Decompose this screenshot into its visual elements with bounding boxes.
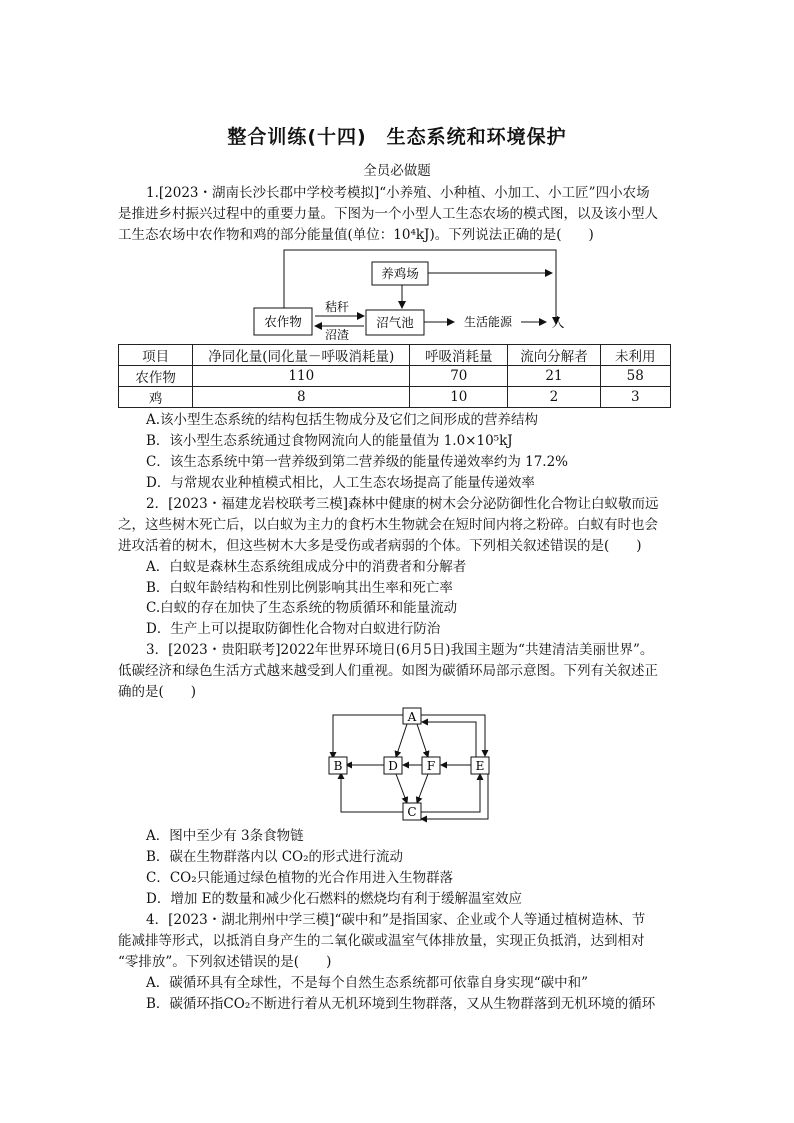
table-header-cell: 项目	[119, 345, 193, 366]
table-cell: 鸡	[119, 387, 193, 408]
energy-table	[118, 344, 671, 408]
q2-stem-line: 2．[2023・福建龙岩校联考三模]森林中健康的树木会分泌防御性化合物让白蚁敬而远	[146, 496, 659, 512]
q3-stem-line: 确的是( )	[118, 684, 197, 700]
chicken-farm-label: 养鸡场	[381, 266, 419, 281]
straw-label: 秸秆	[324, 300, 350, 314]
q2-option-d: D．生产上可以提取防御性化合物对白蚁进行防治	[146, 621, 441, 637]
table-cell: 21	[508, 366, 600, 387]
node-d-label: D	[388, 759, 398, 773]
q4-option-b: B．碳循环指CO₂不断进行着从无机环境到生物群落，又从生物群落到无机环境的循环	[146, 996, 656, 1012]
q3-stem-line: 3．[2023・贵阳联考]2022年世界环境日(6月5日)我国主题为“共建清洁美丽世界”。	[146, 642, 654, 658]
page-title: 整合训练(十四) 生态系统和环境保护	[227, 126, 567, 148]
table-cell: 8	[193, 387, 410, 408]
q2-stem-line: 之，这些树木死亡后，以白蚁为主力的食朽木生物就会在短时间内将之粉碎。白蚁有时也会	[118, 517, 658, 533]
q1-stem-line: 1.[2023・湖南长沙长郡中学校考模拟]“小养殖、小种植、小加工、小工匠”四小农场	[146, 185, 650, 201]
q1-option-b: B．该小型生态系统通过食物网流向人的能量值为 1.0×10⁵kJ	[146, 433, 513, 449]
section-heading: 全员必做题	[363, 163, 431, 179]
table-cell: 10	[410, 387, 508, 408]
q4-stem-line: “零排放”。下列叙述错误的是( )	[118, 954, 332, 970]
q1-option-c: C．该生态系统中第一营养级到第二营养级的能量传递效率约为 17.2%	[146, 454, 569, 470]
q1-stem-line: 工生态农场中农作物和鸡的部分能量值(单位：10⁴kJ)。下列说法正确的是( )	[118, 227, 594, 243]
q2-option-b: B．白蚁年龄结构和性别比例影响其出生率和死亡率	[146, 580, 453, 596]
table-cell: 农作物	[119, 366, 193, 387]
table-header-cell: 未利用	[600, 345, 670, 366]
q2-option-c: C.白蚁的存在加快了生态系统的物质循环和能量流动	[146, 600, 458, 616]
biogas-label: 沼气池	[376, 315, 414, 330]
table-header-cell: 呼吸消耗量	[410, 345, 508, 366]
q3-option-b: B．碳在生物群落内以 CO₂的形式进行流动	[146, 849, 404, 865]
table-header-row	[119, 345, 671, 366]
table-cell: 110	[193, 366, 410, 387]
node-c-label: C	[407, 805, 417, 819]
table-header-cell: 流向分解者	[508, 345, 600, 366]
table-header-cell: 净同化量(同化量－呼吸消耗量)	[193, 345, 410, 366]
table-row	[119, 387, 671, 408]
table-cell: 70	[410, 366, 508, 387]
table-cell: 58	[600, 366, 670, 387]
q1-option-a: A.该小型生态系统的结构包括生物成分及它们之间形成的营养结构	[146, 412, 539, 428]
q4-stem-line: 能减排等形式，以抵消自身产生的二氧化碳或温室气体排放量，实现正负抵消，达到相对	[118, 933, 645, 949]
crop-label: 农作物	[264, 314, 302, 329]
q2-stem-line: 进攻活着的树木，但这些树木大多是受伤或者病弱的个体。下列相关叙述错误的是( )	[118, 538, 642, 554]
q2-option-a: A．白蚁是森林生态系统组成成分中的消费者和分解者	[146, 559, 467, 575]
node-b-label: B	[333, 759, 343, 773]
q1-stem-line: 是推进乡村振兴过程中的重要力量。下图为一个小型人工生态农场的模式图，以及该小型人	[118, 206, 658, 222]
table-cell: 2	[508, 387, 600, 408]
residue-label: 沼渣	[324, 328, 350, 340]
eco-farm-diagram	[240, 244, 580, 340]
q4-stem-line: 4．[2023・湖北荆州中学三模]“碳中和”是指国家、企业或个人等通过植树造林、节	[146, 912, 646, 928]
q3-stem-line: 低碳经济和绿色生活方式越来越受到人们重视。如图为碳循环局部示意图。下列有关叙述正	[118, 663, 658, 679]
table-row	[119, 366, 671, 387]
node-f-label: F	[426, 759, 436, 773]
node-a-label: A	[407, 710, 417, 724]
node-e-label: E	[475, 759, 485, 773]
q3-option-d: D．增加 E的数量和减少化石燃料的燃烧均有利于缓解温室效应	[146, 891, 522, 907]
energy-label: 生活能源	[463, 315, 513, 329]
human-label: 人	[551, 316, 565, 331]
q3-option-c: C．CO₂只能通过绿色植物的光合作用进入生物群落	[146, 870, 454, 886]
q1-option-d: D．与常规农业种植模式相比，人工生态农场提高了能量传递效率	[146, 475, 535, 491]
q3-option-a: A．图中至少有 3条食物链	[146, 828, 304, 844]
carbon-cycle-diagram	[326, 706, 496, 824]
q4-option-a: A．碳循环具有全球性，不是每个自然生态系统都可依靠自身实现“碳中和”	[146, 975, 589, 991]
table-cell: 3	[600, 387, 670, 408]
